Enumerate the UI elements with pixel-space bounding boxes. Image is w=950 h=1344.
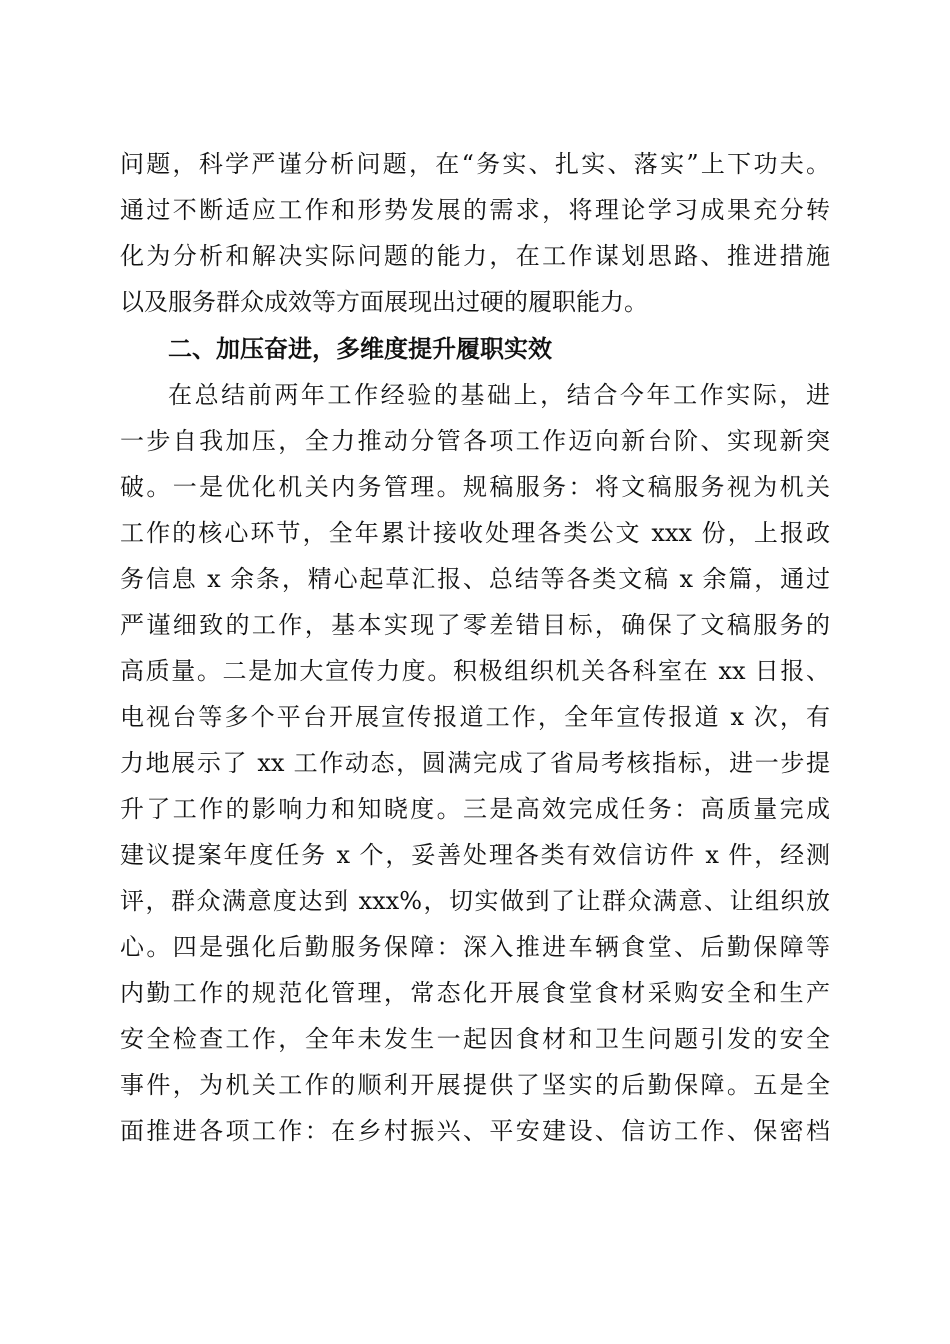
paragraph-line: 升了工作的影响力和知晓度。三是高效完成任务：高质量完成 — [120, 795, 830, 823]
paragraph-line: 通过不断适应工作和形势发展的需求，将理论学习成果充分转 — [120, 196, 830, 224]
paragraph-line: 面推进各项工作：在乡村振兴、平安建设、信访工作、保密档 — [120, 1117, 830, 1145]
paragraph-line: 内勤工作的规范化管理，常态化开展食堂食材采购安全和生产 — [120, 979, 830, 1007]
paragraph-line: 安全检查工作，全年未发生一起因食材和卫生问题引发的安全 — [120, 1025, 830, 1053]
paragraph-line: 务信息 x 余条，精心起草汇报、总结等各类文稿 x 余篇，通过 — [120, 565, 830, 593]
paragraph-line: 事件，为机关工作的顺利开展提供了坚实的后勤保障。五是全 — [120, 1071, 830, 1099]
paragraph-line: 工作的核心环节，全年累计接收处理各类公文 xxx 份，上报政 — [120, 519, 830, 547]
section-heading: 二、加压奋进，多维度提升履职实效 — [168, 335, 552, 363]
paragraph-line: 电视台等多个平台开展宣传报道工作，全年宣传报道 x 次，有 — [120, 703, 830, 731]
paragraph-line: 评，群众满意度达到 xxx%，切实做到了让群众满意、让组织放 — [120, 887, 830, 915]
paragraph-line: 严谨细致的工作，基本实现了零差错目标，确保了文稿服务的 — [120, 611, 830, 639]
paragraph-line: 化为分析和解决实际问题的能力，在工作谋划思路、推进措施 — [120, 242, 830, 270]
paragraph-line: 高质量。二是加大宣传力度。积极组织机关各科室在 xx 日报、 — [120, 657, 830, 685]
paragraph-line: 破。一是优化机关内务管理。规稿服务：将文稿服务视为机关 — [120, 473, 830, 501]
paragraph-line: 建议提案年度任务 x 个，妥善处理各类有效信访件 x 件，经测 — [120, 841, 830, 869]
paragraph-line: 在总结前两年工作经验的基础上，结合今年工作实际，进 — [168, 381, 830, 409]
paragraph-line: 力地展示了 xx 工作动态，圆满完成了省局考核指标，进一步提 — [120, 749, 830, 777]
paragraph-line: 问题，科学严谨分析问题，在“务实、扎实、落实”上下功夫。 — [120, 150, 830, 178]
paragraph-line: 以及服务群众成效等方面展现出过硬的履职能力。 — [120, 288, 648, 316]
paragraph-line: 一步自我加压，全力推动分管各项工作迈向新台阶、实现新突 — [120, 427, 830, 455]
paragraph-line: 心。四是强化后勤服务保障：深入推进车辆食堂、后勤保障等 — [120, 933, 830, 961]
